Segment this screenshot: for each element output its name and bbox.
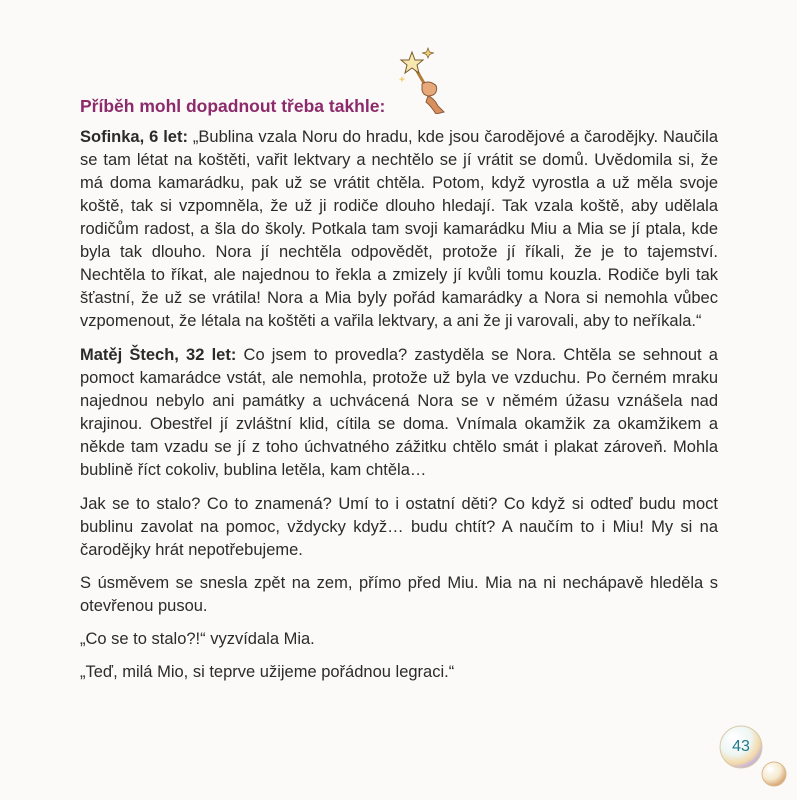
- body-paragraph: „Teď, milá Mio, si teprve užijeme pořádnou legraci.“: [80, 663, 455, 681]
- body-paragraph: Jak se to stalo? Co to znamená? Umí to i ostatní děti? Co když si odteď budu moct bublinu zavolat na pomoc, vždycky když… budu chtít? A naučím to i Miu! My si na čarodějky hrát nepotřebujeme.: [80, 495, 718, 559]
- story-paragraph: [80, 126, 718, 333]
- bubble-icon: [760, 760, 788, 788]
- body-paragraph: S úsměvem se snesla zpět na zem, přímo před Miu. Mia na ni nechápavě hleděla s otevřenou pusou.: [80, 574, 718, 615]
- story-paragraph: [80, 344, 718, 482]
- speaker-name: Sofinka, 6 let:: [80, 128, 188, 146]
- body-paragraph: „Co se to stalo?!“ vyzvídala Mia.: [80, 630, 315, 648]
- page-number: 43: [732, 738, 750, 755]
- speaker-name: Matěj Štech, 32 let:: [80, 346, 237, 364]
- story-text: [80, 126, 718, 694]
- story-body: „Bublina vzala Noru do hradu, kde jsou čarodějové a čarodějky. Naučila se tam létat na koštěti, vařit lektvary a nechtělo se jí vrátit se domů. Uvědomila si, že má doma kamarádku, pak už se vrátit chtěla. Potom, když vyrostla a už měla svoje koště, tak si vzpomněla, že už ji rodiče dlouho hledají. Tak vzala koště, aby udělala rodičům radost, a šla do školy. Potkala tam svoji kamarádku Miu a Mia se jí ptala, kde byla tak dlouho. Nora jí nechtěla odpovědět, protože jí říkali, že je to tajemství. Nechtěla to říkat, ale najednou to řekla a zmizely jí kvůli tomu kouzla. Rodiče byli tak šťastní, že už se vrátila! Nora a Mia byly pořád kamarádky a Nora si nemohla vůbec vzpomenout, že létala na koštěti a vařila lektvary, a ani že ji varovali, aby to neříkala.“: [80, 128, 718, 330]
- magic-wand-hand-icon: [398, 46, 448, 114]
- story-body: Co jsem to provedla? zastyděla se Nora. Chtěla se sehnout a pomoct kamarádce vstát, ale nemohla, protože už byla ve vzduchu. Po černém mraku najednou nebylo ani památky a uchvácená Nora se v němém úžasu vznášela nad krajinou. Obestřel jí zvláštní klid, cítila se doma. Vnímala okamžik za okamžikem a někde tam vzadu se jí z toho úchvatného zážitku chtělo smát i plakat zároveň. Mohla bublině říct cokoliv, bublina letěla, kam chtěla…: [80, 346, 718, 479]
- page-heading: Příběh mohl dopadnout třeba takhle:: [80, 96, 386, 116]
